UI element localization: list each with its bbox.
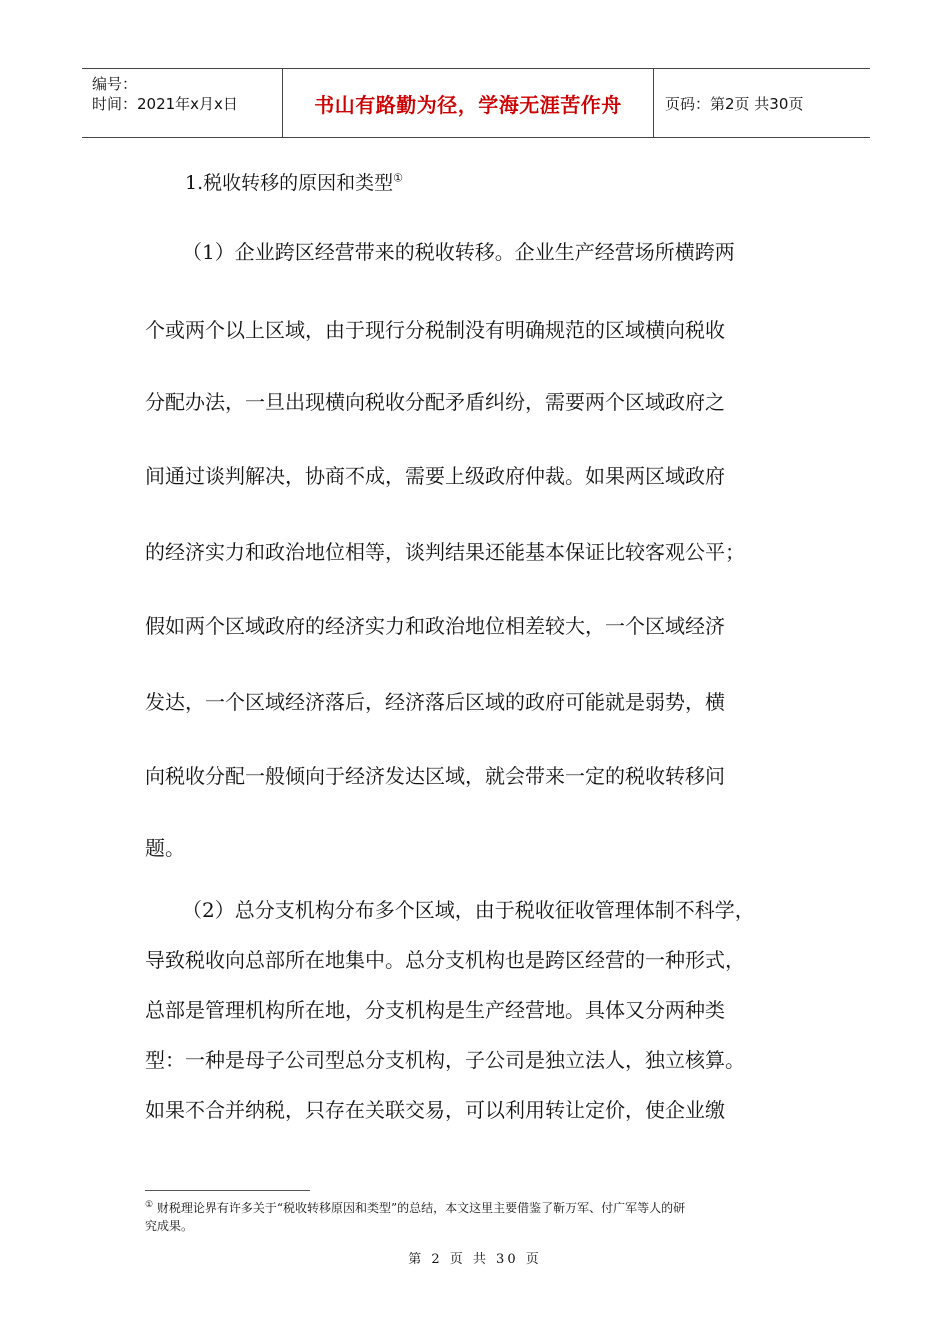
number-label: 编号： <box>92 75 138 93</box>
footnote-marker: ① <box>145 1200 154 1210</box>
page-info: 页码：第2页 共30页 <box>665 94 804 113</box>
header-meta <box>82 69 282 137</box>
text-line: 假如两个区域政府的经济实力和政治地位相差较大，一个区域经济 <box>145 614 725 638</box>
footnote-line-1: 财税理论界有许多关于“税收转移原因和类型”的总结，本文这里主要借鉴了靳万军、付广军等人的研 <box>156 1201 686 1215</box>
footnote <box>145 1196 815 1235</box>
text-line: 题。 <box>145 836 185 860</box>
text-line: 分配办法，一旦出现横向税收分配矛盾纠纷，需要两个区域政府之 <box>145 390 725 414</box>
motto: 书山有路勤为径，学海无涯苦作舟 <box>314 92 622 117</box>
text-line: 总部是管理机构所在地，分支机构是生产经营地。具体又分两种类 <box>145 998 725 1022</box>
page-footer: 第 2 页 共 30 页 <box>408 1252 542 1267</box>
section-title-text: 1.税收转移的原因和类型 <box>185 172 394 194</box>
section-title <box>185 168 403 195</box>
footnote-line-2: 究成果。 <box>145 1219 194 1233</box>
text-line: 导致税收向总部所在地集中。总分支机构也是跨区经营的一种形式， <box>145 948 745 972</box>
text-line: 型：一种是母子公司型总分支机构，子公司是独立法人，独立核算。 <box>145 1048 745 1072</box>
header-motto-cell <box>282 69 654 137</box>
footnote-ref: ① <box>393 171 404 185</box>
text-line: 个或两个以上区域，由于现行分税制没有明确规范的区域横向税收 <box>145 318 725 342</box>
text-line: （1）企业跨区经营带来的税收转移。企业生产经营场所横跨两 <box>182 240 735 264</box>
text-line: 发达，一个区域经济落后，经济落后区域的政府可能就是弱势，横 <box>145 690 725 714</box>
text-line: 如果不合并纳税，只存在关联交易，可以利用转让定价，使企业缴 <box>145 1098 725 1122</box>
footnote-rule <box>145 1190 310 1191</box>
time-label: 时间：2021年x月x日 <box>92 95 238 113</box>
text-line: 的经济实力和政治地位相等，谈判结果还能基本保证比较客观公平； <box>145 540 745 564</box>
text-line: 向税收分配一般倾向于经济发达区域，就会带来一定的税收转移问 <box>145 764 725 788</box>
text-line: （2）总分支机构分布多个区域，由于税收征收管理体制不科学， <box>182 898 755 922</box>
text-line: 间通过谈判解决，协商不成，需要上级政府仲裁。如果两区域政府 <box>145 464 725 488</box>
header-table <box>82 68 870 138</box>
